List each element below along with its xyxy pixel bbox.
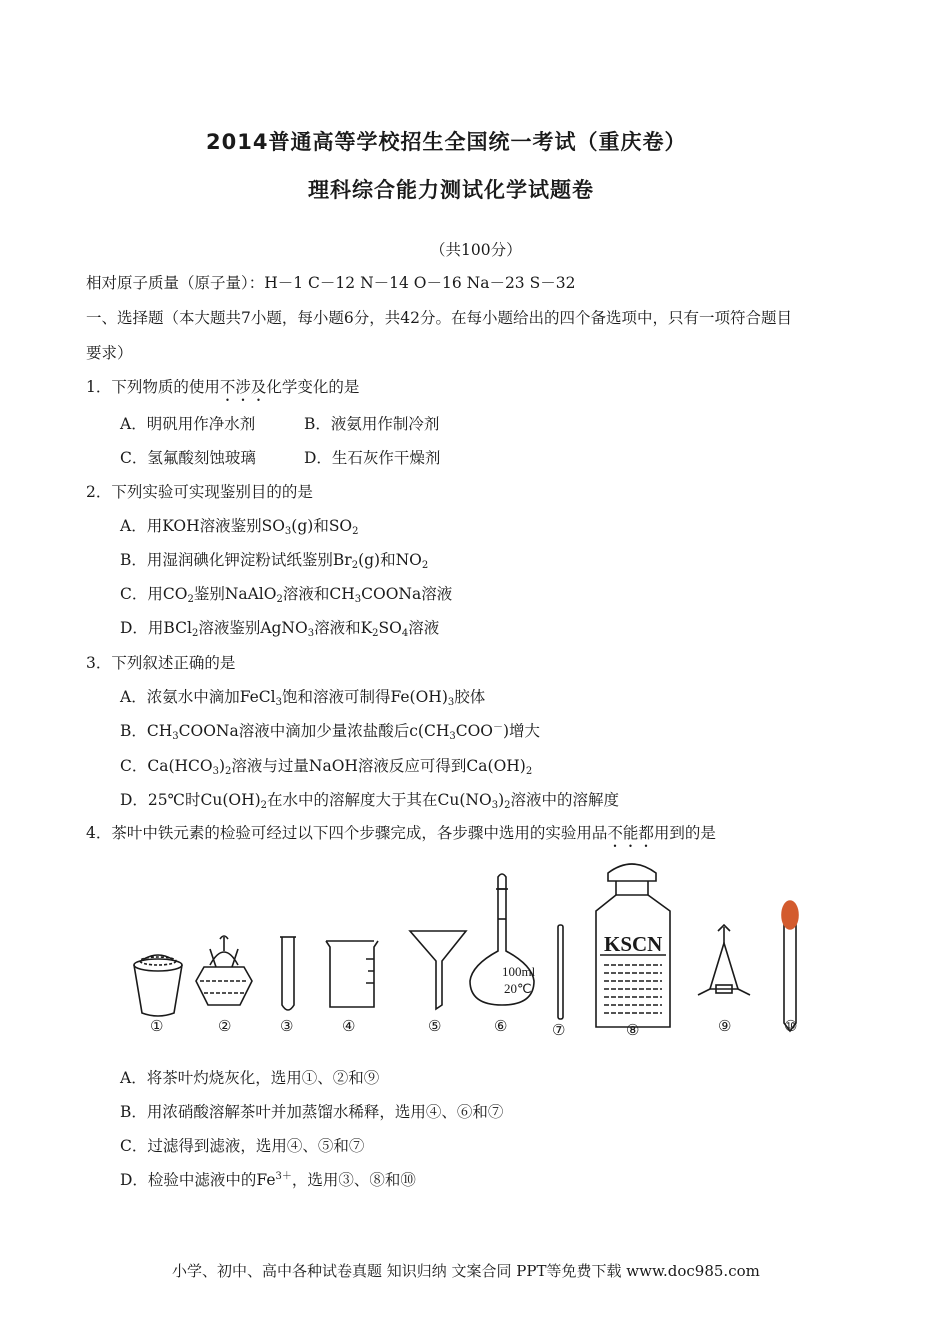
q2-option-c: C．用$CO_2$鉴别NaAlO$_2$溶液和$CH_3COONa$溶液 — [120, 585, 453, 605]
q4-stem: 4．茶叶中铁元素的检验可经过以下四个步骤完成，各步骤中选用的实验用品不能都用到的是 — [86, 824, 716, 842]
q3-stem: 3．下列叙述正确的是 — [86, 654, 236, 672]
apparatus-label: ③ — [280, 1019, 294, 1035]
funnel-icon — [410, 931, 466, 1009]
beaker-icon — [326, 941, 378, 1007]
apparatus-label: ⑨ — [718, 1019, 732, 1035]
q1-option-d: D．生石灰作干燥剂 — [304, 449, 441, 467]
page-footer: 小学、初中、高中各种试卷真题 知识归纳 文案合同 PPT等免费下载 www.doc985.com — [172, 1262, 760, 1280]
section-intro-line1: 一、选择题（本大题共7小题，每小题6分，共42分。在每小题给出的四个备选项中，只有一项符合题目 — [86, 309, 792, 327]
atomic-masses: 相对原子质量（原子量）：H－1 C－12 N－14 O－16 Na－23 S－32 — [86, 274, 576, 292]
q1-stem-pre: 1．下列物质的使用 — [86, 378, 220, 396]
glass-rod-icon — [558, 925, 563, 1019]
apparatus-label: ⑦ — [552, 1023, 566, 1039]
apparatus-label: ⑥ — [494, 1019, 508, 1035]
apparatus-label: ⑤ — [428, 1019, 442, 1035]
q3-option-c: C．$Ca(HCO_3)_2$溶液与过量NaOH溶液反应可得到$Ca(OH)_2$ — [120, 757, 533, 777]
clay-triangle-icon — [698, 925, 750, 995]
apparatus-label: ② — [218, 1019, 232, 1035]
crucible-icon — [134, 955, 182, 1016]
q4-option-a: A．将茶叶灼烧灰化，选用①、②和⑨ — [120, 1069, 380, 1087]
apparatus-label: ④ — [342, 1019, 356, 1035]
exam-subtitle: 理科综合能力测试化学试题卷 — [308, 178, 594, 202]
exam-title: 2014普通高等学校招生全国统一考试（重庆卷） — [206, 130, 687, 154]
flask-volume-label: 100ml — [502, 964, 536, 979]
q4-option-b: B．用浓硝酸溶解茶叶并加蒸馏水稀释，选用④、⑥和⑦ — [120, 1103, 504, 1121]
section-intro-line2: 要求） — [86, 344, 133, 362]
q2-option-b: B．用湿润碘化钾淀粉试纸鉴别$Br_2(g)$和$NO_2$ — [120, 551, 429, 571]
apparatus-label: ① — [150, 1019, 164, 1035]
q2-stem: 2．下列实验可实现鉴别目的的是 — [86, 483, 313, 501]
q3-option-b: B．$CH_3COONa$溶液中滴加少量浓盐酸后$c(CH_3COO^-)$增大 — [120, 722, 541, 742]
dropper-icon — [782, 901, 798, 1031]
evaporating-dish-icon — [196, 936, 252, 1005]
q1-stem-emphasis: 不涉及 — [219, 378, 267, 396]
q3-option-a: A．浓氨水中滴加FeCl$_3$饱和溶液可制得$Fe(OH)_3$胶体 — [120, 688, 486, 708]
q1-option-c: C．氢氟酸刻蚀玻璃 — [120, 449, 256, 467]
q1-option-a: A．明矾用作净水剂 — [120, 415, 256, 433]
q1-option-b: B．液氨用作制冷剂 — [304, 415, 440, 433]
apparatus-figure — [120, 855, 840, 1045]
apparatus-label: ⑧ — [626, 1023, 640, 1039]
q1-stem — [86, 377, 359, 405]
q1-stem-post: 化学变化的是 — [266, 378, 360, 396]
q3-option-d: D．25℃时$Cu(OH)_2$在水中的溶解度大于其在$Cu(NO_3)_2$溶液中的溶解度 — [120, 791, 620, 811]
apparatus-label: ⑩ — [784, 1019, 798, 1035]
score-note: （共100分） — [430, 241, 522, 259]
q4-option-d: D．检验中滤液中的$Fe^{3+}$，选用③、⑧和⑩ — [120, 1171, 416, 1189]
q4-stem-emphasis: 不能都 — [607, 824, 654, 842]
q2-option-a: A．用KOH溶液鉴别$SO_3(g)$和$SO_2$ — [120, 517, 359, 537]
bottle-kscn-label: KSCN — [604, 932, 663, 956]
q4-option-c: C．过滤得到滤液，选用④、⑤和⑦ — [120, 1137, 365, 1155]
flask-temp-label: 20℃ — [504, 981, 532, 996]
apparatus-labels — [150, 1019, 797, 1039]
q2-option-d: D．用BCl$_2$溶液鉴别AgNO$_3$溶液和$K_2SO_4$溶液 — [120, 619, 440, 639]
test-tube-icon — [280, 937, 296, 1010]
